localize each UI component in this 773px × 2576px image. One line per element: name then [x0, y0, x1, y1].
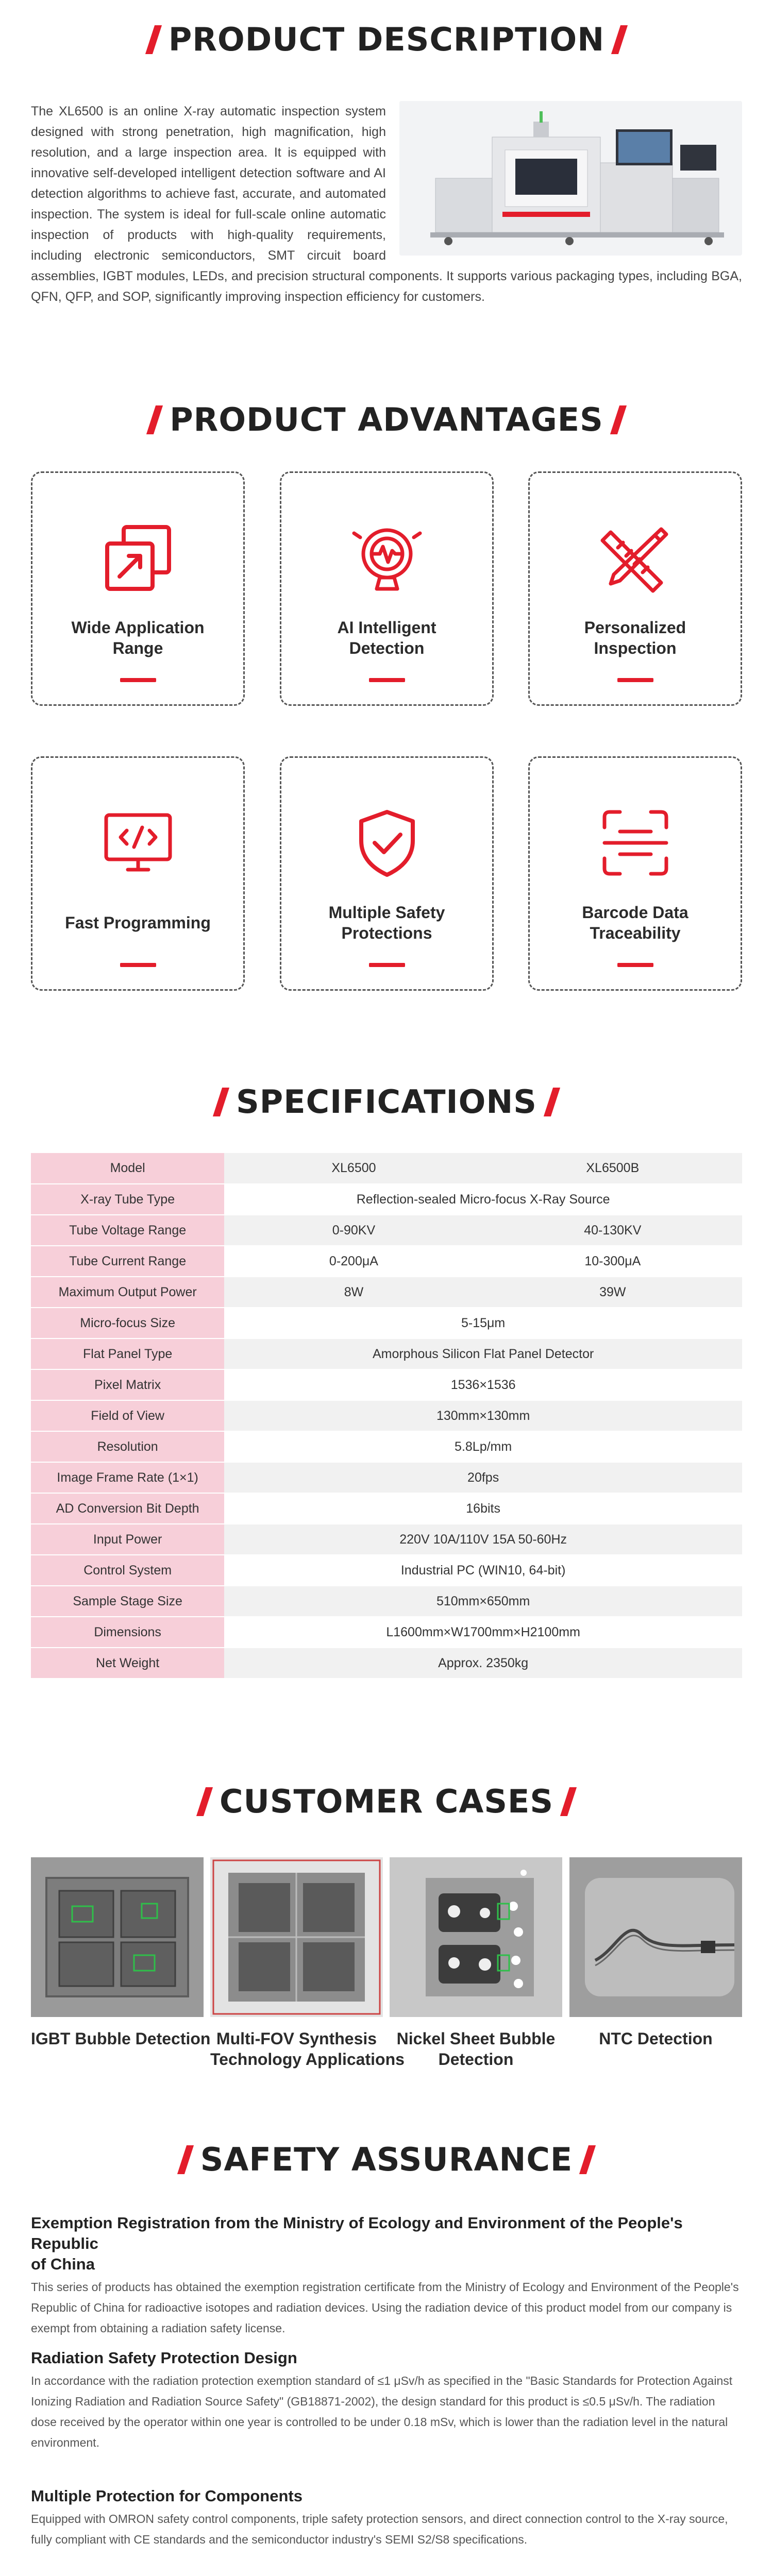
- safety-title: SAFETY ASSURANCE: [200, 2141, 573, 2178]
- heading-line: Exemption Registration from the Ministry of Ecology and Environment of the People's Republic: [31, 2214, 683, 2252]
- case-image-ntc: [569, 1857, 742, 2017]
- case-card: [569, 1857, 742, 2049]
- title-slash-left: [213, 1088, 229, 1116]
- ai-pulse-icon: [348, 519, 426, 597]
- title-slash-right: [544, 1088, 560, 1116]
- spec-value: 5.8Lp/mm: [224, 1431, 742, 1462]
- description-text: The XL6500 is an online X-ray automatic inspection system designed with strong penetration, high magnification, high resolution, and a large inspection area. It is equipped with innovative self-developed intelligent detection software and AI detection algorithms to achieve fast, accurate, and automated inspection. The system is ideal for full-scale online automatic inspection of products with high-quality requirements, including electronic semiconductors, SMT circuit board assemblies, IGBT modules, LEDs, and precision structural components. It supports various packaging types, including BGA, QFN, QFP, and SOP, significantly improving inspection efficiency for customers.: [31, 104, 742, 304]
- spec-key: Sample Stage Size: [31, 1586, 224, 1617]
- accent-bar: [617, 963, 653, 967]
- advantage-card: [31, 756, 245, 991]
- advantage-label: Multiple Safety Protections: [328, 903, 445, 942]
- spec-row: [31, 1369, 742, 1400]
- case-image-nickel-sheet: [390, 1857, 562, 2017]
- barcode-scan-icon: [597, 804, 674, 882]
- safety-block-components: [31, 2486, 742, 2550]
- case-caption: IGBT Bubble Detection: [31, 2029, 211, 2048]
- spec-row: [31, 1215, 742, 1246]
- accent-bar: [369, 963, 405, 967]
- spec-value: 510mm×650mm: [224, 1586, 742, 1617]
- title-slash-left: [146, 405, 163, 434]
- spec-value: 8W: [224, 1277, 483, 1308]
- safety-block-text: Equipped with OMRON safety control components, triple safety protection sensors, and direct connection control to the X-ray source, fully compliant with CE standards and the semiconductor industry's SEMI S2/S8 specifications.: [31, 2512, 728, 2546]
- advantage-card: [528, 756, 742, 991]
- spec-value: XL6500B: [483, 1153, 742, 1184]
- spec-key: Tube Current Range: [31, 1246, 224, 1277]
- title-slash-left: [177, 2145, 194, 2174]
- expand-squares-icon: [99, 519, 177, 597]
- spec-key: Model: [31, 1153, 224, 1184]
- spec-row: [31, 1277, 742, 1308]
- spec-row: [31, 1586, 742, 1617]
- accent-bar: [120, 678, 156, 682]
- machine-image: [399, 101, 742, 256]
- safety-heading: [31, 2141, 742, 2178]
- spec-row: [31, 1493, 742, 1524]
- spec-value: 1536×1536: [224, 1369, 742, 1400]
- safety-block-radiation: [31, 2348, 742, 2453]
- accent-bar: [120, 963, 156, 967]
- spec-value: Industrial PC (WIN10, 64-bit): [224, 1555, 742, 1586]
- spec-key: Dimensions: [31, 1617, 224, 1648]
- advantage-card: [280, 756, 494, 991]
- case-caption-line: Nickel Sheet Bubble: [396, 2029, 556, 2048]
- case-caption: NTC Detection: [599, 2029, 713, 2048]
- spec-value: Reflection-sealed Micro-focus X-Ray Source: [224, 1184, 742, 1215]
- pencil-ruler-icon: [597, 519, 674, 597]
- spec-value: L1600mm×W1700mm×H2100mm: [224, 1617, 742, 1648]
- description-heading: [31, 21, 742, 58]
- spec-row: [31, 1153, 742, 1184]
- spec-value: 220V 10A/110V 15A 50-60Hz: [224, 1524, 742, 1555]
- spec-key: AD Conversion Bit Depth: [31, 1493, 224, 1524]
- safety-block-heading: Multiple Protection for Components: [31, 2487, 303, 2505]
- shield-check-icon: [348, 804, 426, 882]
- title-slash-right: [611, 25, 628, 54]
- spec-row: [31, 1184, 742, 1215]
- spec-row: [31, 1338, 742, 1369]
- advantage-label: Wide Application Range: [71, 618, 205, 657]
- spec-key: Tube Voltage Range: [31, 1215, 224, 1246]
- spec-key: Field of View: [31, 1400, 224, 1431]
- advantage-label: AI Intelligent Detection: [337, 618, 436, 657]
- spec-key: Net Weight: [31, 1648, 224, 1679]
- cases-title: CUSTOMER CASES: [219, 1783, 554, 1820]
- spec-row: [31, 1308, 742, 1338]
- accent-bar: [617, 678, 653, 682]
- spec-row: [31, 1617, 742, 1648]
- heading-line: of China: [31, 2255, 95, 2273]
- spec-key: Image Frame Rate (1×1): [31, 1462, 224, 1493]
- case-card: [31, 1857, 211, 2049]
- spec-row: [31, 1462, 742, 1493]
- advantage-label: Personalized Inspection: [584, 618, 686, 657]
- case-caption-line: Technology Applications: [210, 2050, 405, 2069]
- title-slash-right: [610, 405, 627, 434]
- spec-row: [31, 1555, 742, 1586]
- spec-key: Control System: [31, 1555, 224, 1586]
- spec-row: [31, 1648, 742, 1679]
- spec-key: Flat Panel Type: [31, 1338, 224, 1369]
- spec-value: 5-15μm: [224, 1308, 742, 1338]
- case-caption-line: Multi-FOV Synthesis: [216, 2029, 377, 2048]
- advantage-card: [280, 471, 494, 706]
- code-monitor-icon: [99, 804, 177, 882]
- safety-block-exemption: [31, 2213, 742, 2338]
- spec-key: Resolution: [31, 1431, 224, 1462]
- spec-value: 0-200μA: [224, 1246, 483, 1277]
- case-caption: [210, 2028, 405, 2070]
- advantage-card: [31, 471, 245, 706]
- advantage-label: Fast Programming: [65, 913, 211, 932]
- accent-bar: [369, 678, 405, 682]
- spec-row: [31, 1246, 742, 1277]
- specifications-heading: [31, 1083, 742, 1121]
- spec-value: 40-130KV: [483, 1215, 742, 1246]
- description-title: PRODUCT DESCRIPTION: [168, 21, 605, 58]
- advantages-heading: [31, 401, 742, 438]
- case-image-igbt: [31, 1857, 204, 2017]
- case-caption-line: Detection: [438, 2050, 514, 2069]
- specifications-title: SPECIFICATIONS: [236, 1083, 537, 1121]
- spec-value: XL6500: [224, 1153, 483, 1184]
- spec-key: Micro-focus Size: [31, 1308, 224, 1338]
- spec-value: 39W: [483, 1277, 742, 1308]
- spec-key: Pixel Matrix: [31, 1369, 224, 1400]
- spec-value: 130mm×130mm: [224, 1400, 742, 1431]
- advantage-label: Barcode Data Traceability: [582, 903, 688, 942]
- spec-value: Approx. 2350kg: [224, 1648, 742, 1679]
- spec-key: Maximum Output Power: [31, 1277, 224, 1308]
- case-card: [390, 1857, 562, 2070]
- spec-key: Input Power: [31, 1524, 224, 1555]
- spec-value: 16bits: [224, 1493, 742, 1524]
- description-body: [31, 101, 742, 307]
- spec-value: Amorphous Silicon Flat Panel Detector: [224, 1338, 742, 1369]
- cases-heading: [31, 1783, 742, 1820]
- safety-block-text: This series of products has obtained the exemption registration certificate from the Ministry of Ecology and Environment of the People's Republic of China for radioactive isotopes and radiation devices. Using the radiation device of this product model from our company is exempt from obtaining a radiation safety license.: [31, 2280, 739, 2335]
- spec-value: 0-90KV: [224, 1215, 483, 1246]
- title-slash-right: [579, 2145, 596, 2174]
- specifications-table: [31, 1153, 742, 1679]
- title-slash-left: [145, 25, 162, 54]
- spec-key: X-ray Tube Type: [31, 1184, 224, 1215]
- advantages-title: PRODUCT ADVANTAGES: [170, 401, 603, 438]
- spec-row: [31, 1524, 742, 1555]
- spec-value: 10-300μA: [483, 1246, 742, 1277]
- spec-row: [31, 1431, 742, 1462]
- title-slash-right: [560, 1787, 577, 1816]
- spec-value: 20fps: [224, 1462, 742, 1493]
- safety-block-text: In accordance with the radiation protection exemption standard of ≤1 μSv/h as specified in the "Basic Standards for Protection Against Ionizing Radiation and Radiation Source Safety" (GB18871-2002), the design standard for this product is ≤0.5 μSv/h. The radiation dose received by the operator within one year is controlled to be under 0.18 mSv, which is lower than the radiation level in the natural environment.: [31, 2374, 733, 2449]
- safety-block-heading: [31, 2213, 742, 2275]
- safety-block-heading: Radiation Safety Protection Design: [31, 2349, 297, 2367]
- case-card: [210, 1857, 405, 2070]
- spec-row: [31, 1400, 742, 1431]
- case-image-multi-fov: [210, 1857, 383, 2017]
- case-caption: [390, 2028, 562, 2070]
- title-slash-left: [196, 1787, 213, 1816]
- advantage-card: [528, 471, 742, 706]
